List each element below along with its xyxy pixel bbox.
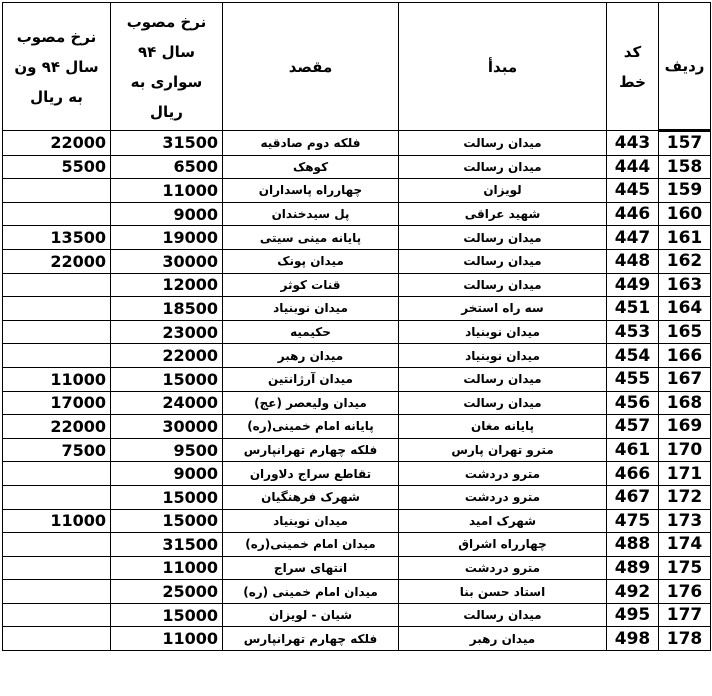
- header-radif: ردیف: [659, 3, 711, 131]
- fare-table: [2, 2, 711, 651]
- table-row: [3, 603, 711, 627]
- cell-radif: 163: [659, 273, 711, 297]
- table-row: [3, 580, 711, 604]
- cell-line-code: 489: [607, 556, 659, 580]
- cell-line-code: 467: [607, 485, 659, 509]
- cell-fare-van: [3, 533, 111, 557]
- cell-fare-seat: 9500: [111, 438, 223, 462]
- cell-destination: میدان پونک: [223, 249, 399, 273]
- cell-destination: حکیمیه: [223, 320, 399, 344]
- cell-radif: 172: [659, 485, 711, 509]
- cell-origin: سه راه استخر: [399, 297, 607, 321]
- cell-origin: شهید عراقی: [399, 202, 607, 226]
- table-row: [3, 202, 711, 226]
- cell-origin: میدان رسالت: [399, 391, 607, 415]
- cell-origin: شهرک امید: [399, 509, 607, 533]
- cell-fare-seat: 11000: [111, 627, 223, 651]
- cell-fare-van: 13500: [3, 226, 111, 250]
- cell-destination: شهرک فرهنگیان: [223, 485, 399, 509]
- cell-destination: فلکه چهارم تهرانپارس: [223, 627, 399, 651]
- table-row: [3, 367, 711, 391]
- table-row: [3, 297, 711, 321]
- cell-radif: 162: [659, 249, 711, 273]
- cell-fare-seat: 31500: [111, 131, 223, 156]
- cell-fare-van: [3, 556, 111, 580]
- cell-line-code: 461: [607, 438, 659, 462]
- cell-fare-seat: 11000: [111, 556, 223, 580]
- cell-fare-van: [3, 580, 111, 604]
- cell-fare-van: [3, 344, 111, 368]
- cell-fare-van: 5500: [3, 155, 111, 179]
- cell-fare-seat: 25000: [111, 580, 223, 604]
- cell-line-code: 454: [607, 344, 659, 368]
- cell-fare-van: [3, 297, 111, 321]
- cell-radif: 160: [659, 202, 711, 226]
- cell-origin: مترو دردشت: [399, 485, 607, 509]
- cell-line-code: 453: [607, 320, 659, 344]
- cell-fare-van: 22000: [3, 415, 111, 439]
- cell-origin: مترو دردشت: [399, 556, 607, 580]
- cell-destination: فلکه دوم صادقیه: [223, 131, 399, 156]
- cell-fare-van: 22000: [3, 131, 111, 156]
- cell-origin: میدان رسالت: [399, 226, 607, 250]
- cell-line-code: 457: [607, 415, 659, 439]
- cell-origin: میدان رسالت: [399, 273, 607, 297]
- cell-origin: میدان نوبنیاد: [399, 320, 607, 344]
- cell-fare-seat: 15000: [111, 367, 223, 391]
- cell-destination: میدان رهبر: [223, 344, 399, 368]
- table-row: [3, 131, 711, 156]
- cell-origin: مترو تهران پارس: [399, 438, 607, 462]
- cell-line-code: 446: [607, 202, 659, 226]
- cell-fare-seat: 6500: [111, 155, 223, 179]
- cell-destination: پایانه امام خمینی(ره): [223, 415, 399, 439]
- cell-fare-seat: 15000: [111, 509, 223, 533]
- header-fare-van: نرخ مصوب سال ۹۴ ون به ریال: [3, 3, 111, 131]
- cell-radif: 174: [659, 533, 711, 557]
- table-row: [3, 344, 711, 368]
- table-row: [3, 226, 711, 250]
- cell-destination: کوهک: [223, 155, 399, 179]
- cell-destination: چهارراه پاسداران: [223, 179, 399, 203]
- cell-radif: 177: [659, 603, 711, 627]
- table-row: [3, 438, 711, 462]
- cell-fare-van: [3, 273, 111, 297]
- cell-line-code: 445: [607, 179, 659, 203]
- cell-radif: 176: [659, 580, 711, 604]
- cell-destination: میدان آرژانتین: [223, 367, 399, 391]
- table-row: [3, 533, 711, 557]
- cell-origin: میدان رسالت: [399, 131, 607, 156]
- header-line-code: کد خط: [607, 3, 659, 131]
- cell-radif: 173: [659, 509, 711, 533]
- table-row: [3, 155, 711, 179]
- cell-fare-seat: 24000: [111, 391, 223, 415]
- cell-origin: میدان رسالت: [399, 367, 607, 391]
- cell-destination: فلکه چهارم تهرانپارس: [223, 438, 399, 462]
- cell-fare-seat: 23000: [111, 320, 223, 344]
- cell-fare-seat: 9000: [111, 202, 223, 226]
- table-row: [3, 273, 711, 297]
- header-origin: مبدأ: [399, 3, 607, 131]
- cell-destination: شیان - لویزان: [223, 603, 399, 627]
- table-row: [3, 415, 711, 439]
- cell-origin: میدان رسالت: [399, 603, 607, 627]
- table-row: [3, 179, 711, 203]
- cell-destination: پایانه مینی سیتی: [223, 226, 399, 250]
- header-fare-seat: نرخ مصوب سال ۹۴ سواری به ریال: [111, 3, 223, 131]
- cell-line-code: 455: [607, 367, 659, 391]
- cell-line-code: 443: [607, 131, 659, 156]
- cell-destination: میدان امام خمینی(ره): [223, 533, 399, 557]
- cell-destination: پل سیدخندان: [223, 202, 399, 226]
- cell-line-code: 447: [607, 226, 659, 250]
- cell-origin: میدان رسالت: [399, 155, 607, 179]
- cell-radif: 158: [659, 155, 711, 179]
- table-row: [3, 249, 711, 273]
- cell-radif: 164: [659, 297, 711, 321]
- table-row: [3, 627, 711, 651]
- cell-origin: میدان رهبر: [399, 627, 607, 651]
- cell-fare-van: [3, 627, 111, 651]
- cell-fare-seat: 30000: [111, 249, 223, 273]
- cell-line-code: 466: [607, 462, 659, 486]
- cell-line-code: 492: [607, 580, 659, 604]
- cell-line-code: 449: [607, 273, 659, 297]
- cell-fare-van: 22000: [3, 249, 111, 273]
- cell-line-code: 475: [607, 509, 659, 533]
- cell-line-code: 495: [607, 603, 659, 627]
- cell-fare-van: [3, 485, 111, 509]
- table-row: [3, 391, 711, 415]
- cell-destination: میدان ولیعصر (عج): [223, 391, 399, 415]
- cell-line-code: 444: [607, 155, 659, 179]
- table-body: [3, 131, 711, 651]
- cell-origin: مترو دردشت: [399, 462, 607, 486]
- cell-line-code: 498: [607, 627, 659, 651]
- cell-line-code: 456: [607, 391, 659, 415]
- cell-origin: چهارراه اشراق: [399, 533, 607, 557]
- cell-radif: 168: [659, 391, 711, 415]
- cell-origin: استاد حسن بنا: [399, 580, 607, 604]
- cell-origin: پایانه مغان: [399, 415, 607, 439]
- cell-destination: میدان نوبنیاد: [223, 509, 399, 533]
- cell-fare-seat: 11000: [111, 179, 223, 203]
- cell-radif: 175: [659, 556, 711, 580]
- cell-radif: 169: [659, 415, 711, 439]
- cell-fare-seat: 9000: [111, 462, 223, 486]
- cell-fare-seat: 15000: [111, 603, 223, 627]
- cell-radif: 165: [659, 320, 711, 344]
- cell-destination: انتهای سراج: [223, 556, 399, 580]
- cell-radif: 170: [659, 438, 711, 462]
- cell-radif: 178: [659, 627, 711, 651]
- table-header: [3, 3, 711, 131]
- cell-origin: میدان نوبنیاد: [399, 344, 607, 368]
- cell-fare-van: 7500: [3, 438, 111, 462]
- cell-fare-seat: 31500: [111, 533, 223, 557]
- cell-radif: 167: [659, 367, 711, 391]
- cell-fare-van: [3, 320, 111, 344]
- cell-fare-seat: 22000: [111, 344, 223, 368]
- cell-fare-seat: 15000: [111, 485, 223, 509]
- header-destination: مقصد: [223, 3, 399, 131]
- cell-destination: تقاطع سراج دلاوران: [223, 462, 399, 486]
- cell-fare-seat: 18500: [111, 297, 223, 321]
- cell-radif: 171: [659, 462, 711, 486]
- cell-fare-seat: 12000: [111, 273, 223, 297]
- cell-destination: میدان امام خمینی (ره): [223, 580, 399, 604]
- cell-line-code: 451: [607, 297, 659, 321]
- table-row: [3, 509, 711, 533]
- cell-radif: 161: [659, 226, 711, 250]
- cell-line-code: 448: [607, 249, 659, 273]
- cell-line-code: 488: [607, 533, 659, 557]
- cell-fare-van: [3, 202, 111, 226]
- cell-fare-van: 17000: [3, 391, 111, 415]
- cell-fare-van: 11000: [3, 367, 111, 391]
- cell-fare-van: [3, 179, 111, 203]
- cell-fare-van: 11000: [3, 509, 111, 533]
- table-row: [3, 485, 711, 509]
- cell-fare-van: [3, 462, 111, 486]
- cell-origin: میدان رسالت: [399, 249, 607, 273]
- cell-fare-seat: 19000: [111, 226, 223, 250]
- cell-radif: 159: [659, 179, 711, 203]
- table-row: [3, 462, 711, 486]
- cell-destination: میدان نوبنیاد: [223, 297, 399, 321]
- table-row: [3, 556, 711, 580]
- table-row: [3, 320, 711, 344]
- cell-origin: لویزان: [399, 179, 607, 203]
- cell-destination: قنات کوثر: [223, 273, 399, 297]
- cell-radif: 157: [659, 131, 711, 156]
- cell-radif: 166: [659, 344, 711, 368]
- cell-fare-van: [3, 603, 111, 627]
- cell-fare-seat: 30000: [111, 415, 223, 439]
